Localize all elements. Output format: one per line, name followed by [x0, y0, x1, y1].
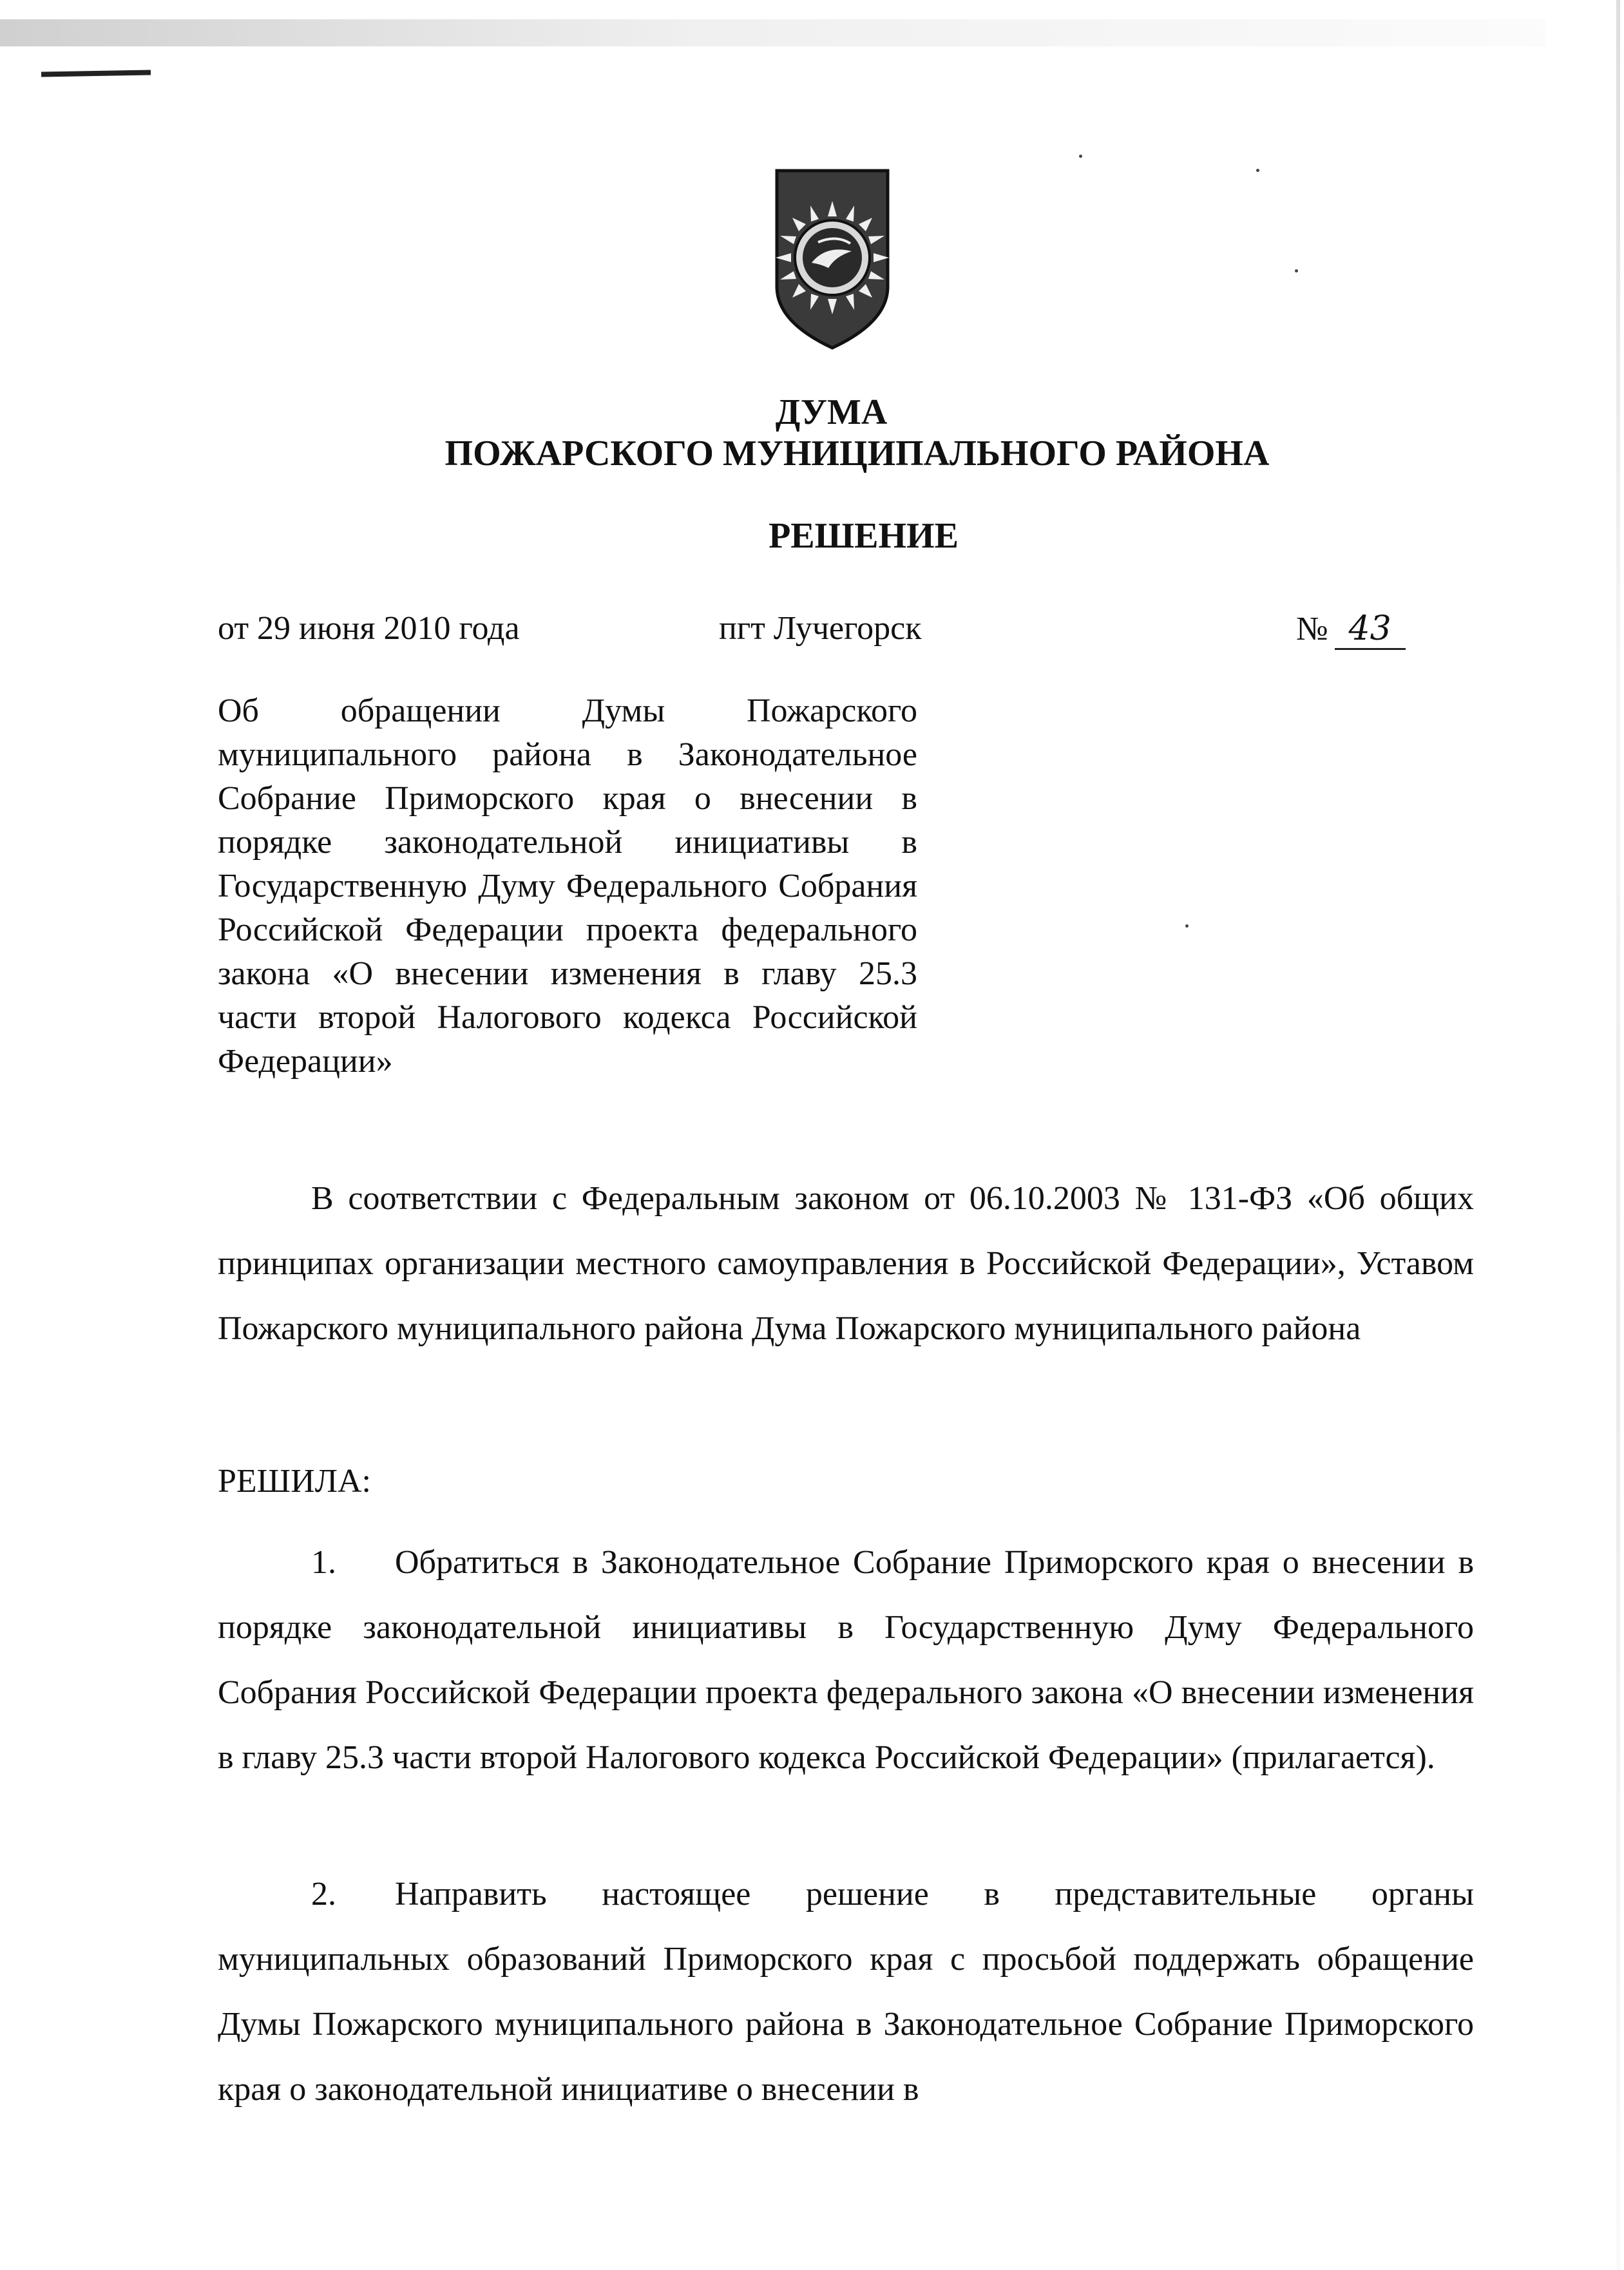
scan-speck [1079, 155, 1082, 158]
decision-number [1296, 609, 1406, 650]
decision-date: от 29 июня 2010 года [218, 610, 520, 647]
handwritten-number: 43 [1335, 609, 1406, 650]
council-title: ДУМА [775, 392, 888, 432]
document-type: РЕШЕНИЕ [769, 516, 959, 556]
item-text: Обратиться в Законодательное Собрание Приморского края о внесении в порядке законодательной инициативы в Государственную Думу Федерального Собрания Российской Федерации проекта федерального закона «О внесении изменения в главу 25.3 части второй Налогового кодекса Российской Федерации» (прилагается). [218, 1544, 1474, 1776]
scan-right-edge [1616, 0, 1620, 2270]
decision-subject: Об обращении Думы Пожарского муниципального района в Законодательное Собрание Приморского края о внесении в порядке законодательной инициативы в Государственную Думу Федерального Собрания Российской Федерации проекта федерального закона «О внесении изменения в главу 25.3 части второй Налогового кодекса Российской Федерации» [218, 692, 917, 1080]
decided-label: РЕШИЛА: [218, 1463, 371, 1500]
scan-speck [1185, 924, 1189, 928]
item-text: Направить настоящее решение в представительные органы муниципальных образований Приморского края с просьбой поддержать обращение Думы Пожарского муниципального района в Законодательное Собрание Приморского края о законодательной инициативе о внесении в [218, 1876, 1474, 2108]
preamble-paragraph: В соответствии с Федеральным законом от 06.10.2003 № 131-ФЗ «Об общих принципах организации местного самоуправления в Российской Федерации», Уставом Пожарского муниципального района Дума Пожарского муниципального района [218, 1180, 1474, 1347]
scan-speck [1295, 269, 1298, 272]
decision-place: пгт Лучегорск [719, 610, 922, 647]
number-label: № [1296, 611, 1328, 647]
decision-item [218, 1530, 1474, 1790]
coat-of-arms-emblem [772, 164, 893, 351]
scan-speck [1256, 169, 1259, 172]
decision-item [218, 1862, 1474, 2122]
district-title: ПОЖАРСКОГО МУНИЦИПАЛЬНОГО РАЙОНА [444, 434, 1270, 473]
scan-mark [41, 70, 151, 77]
scan-edge-shadow [0, 19, 1546, 46]
item-number: 2. [311, 1876, 336, 1912]
item-number: 1. [311, 1544, 336, 1581]
